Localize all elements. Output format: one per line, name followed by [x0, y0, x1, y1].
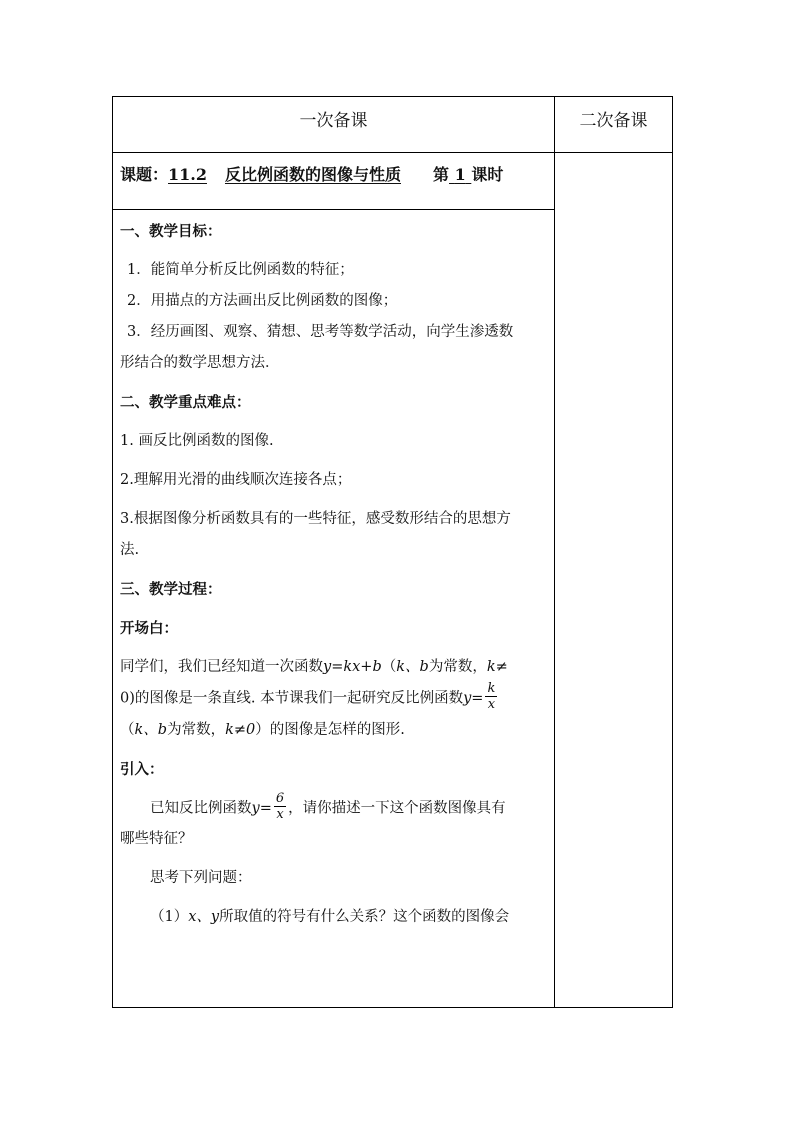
opening-line-3: （k、b为常数，k≠0）的图像是怎样的图形. — [120, 721, 405, 738]
objective-1: 1．能简单分析反比例函数的特征； — [127, 262, 354, 278]
key-point-3-cont: 法. — [120, 542, 140, 558]
opening-line-1: 同学们，我们已经知道一次函数y=kx+b（k、b为常数，k≠ — [120, 659, 508, 675]
lesson-title: 课题：11.2 反比例函数的图像与性质 第 1 课时 — [120, 165, 504, 184]
intro-line-2: 哪些特征？ — [120, 831, 193, 847]
process-heading: 三、教学过程： — [120, 581, 222, 598]
key-point-2: 2.理解用光滑的曲线顺次连接各点； — [120, 472, 352, 488]
think-line: 思考下列问题： — [150, 870, 252, 886]
second-prep-notes-cell — [555, 153, 673, 1008]
objective-2: 2．用描点的方法画出反比例函数的图像； — [127, 293, 398, 309]
lesson-title-cell — [113, 153, 555, 210]
second-prep-header: 二次备课 — [555, 97, 673, 153]
fraction-k-over-x: $\frac{k}{x}$ — [487, 681, 496, 712]
key-point-1: 1. 画反比例函数的图像. — [120, 433, 274, 449]
first-prep-header: 一次备课 — [113, 97, 555, 153]
lesson-plan-table — [112, 96, 673, 1008]
opening-line-2: 0)的图像是一条直线. 本节课我们一起研究反比例函数y= $\frac{k}{x}$ — [120, 681, 496, 712]
key-points-heading: 二、教学重点难点： — [120, 394, 251, 411]
objectives-heading: 一、教学目标： — [120, 223, 222, 240]
question-1: （1）x、y所取值的符号有什么关系？这个函数的图像会 — [150, 909, 510, 925]
period-number: 1 — [454, 165, 466, 184]
objective-3-cont: 形结合的数学思想方法． — [120, 355, 280, 371]
opening-heading: 开场白： — [120, 620, 178, 637]
intro-heading: 引入： — [120, 760, 164, 778]
objective-3: 3．经历画图、观察、猜想、思考等数学活动，向学生渗透数 — [127, 324, 514, 340]
fraction-6-over-x: $\frac{6}{x}$ — [275, 790, 285, 822]
key-point-3: 3.根据图像分析函数具有的一些特征，感受数形结合的思想方 — [120, 511, 511, 527]
intro-line-1: 已知反比例函数y= $\frac{6}{x}$ ，请你描述一下这个函数图像具有 — [150, 790, 506, 822]
lesson-content-cell — [113, 210, 555, 1008]
